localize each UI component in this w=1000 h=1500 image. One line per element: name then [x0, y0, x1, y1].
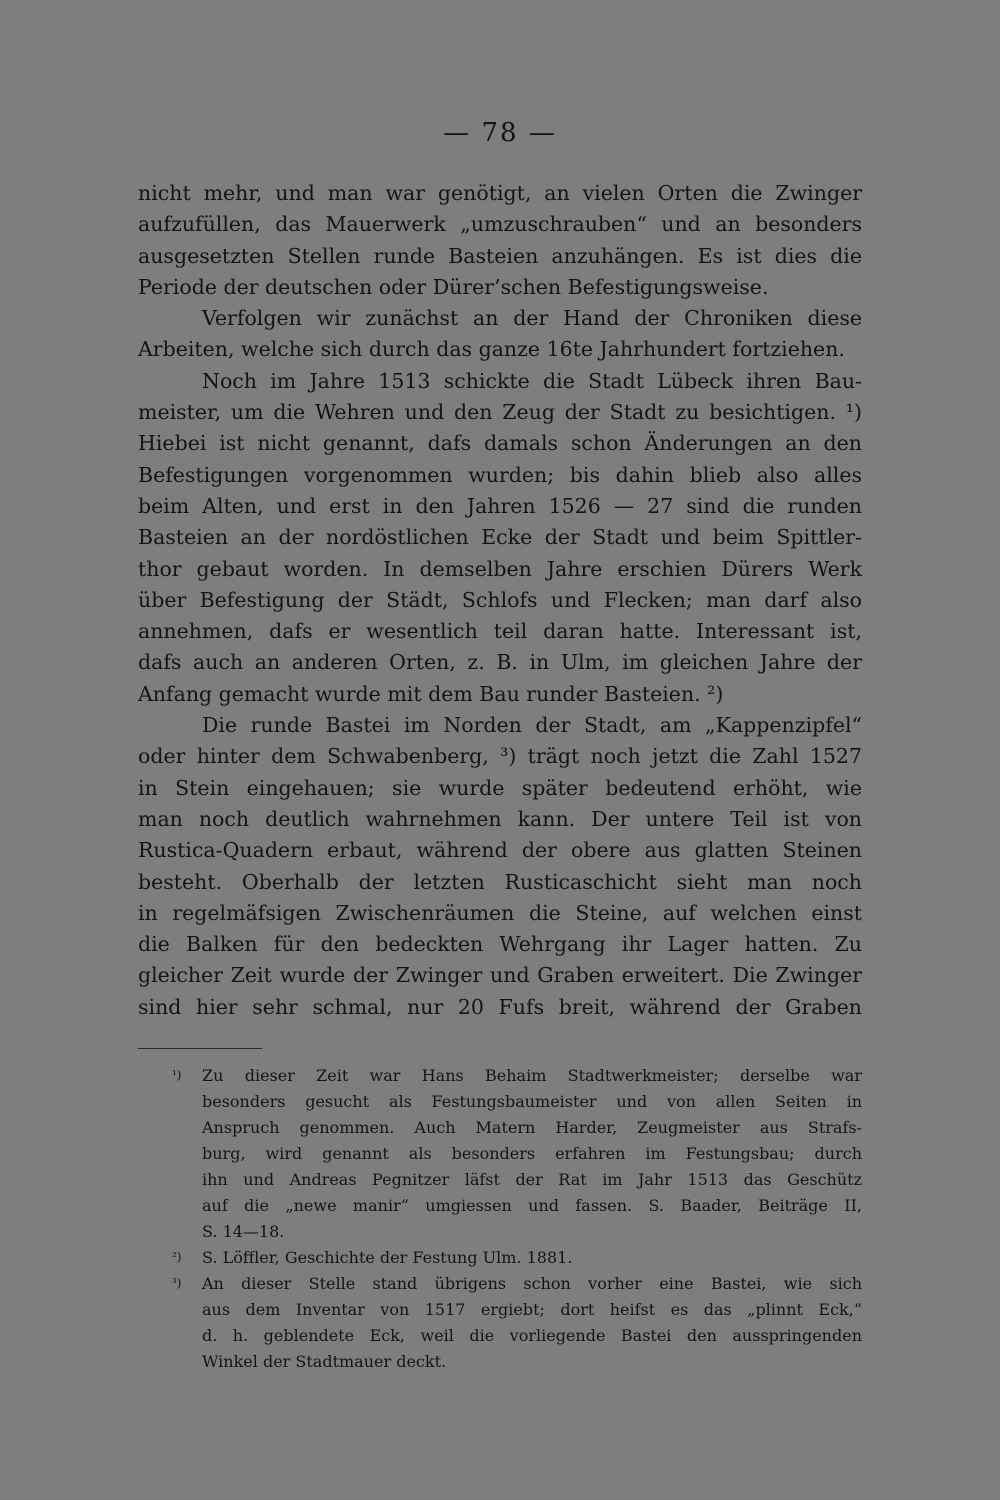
- footnote-line: Anspruch genommen. Auch Matern Harder, Zeugmeister aus Strafs-: [202, 1118, 862, 1137]
- footnotes: [172, 1063, 862, 1375]
- footnote-separator: [138, 1048, 262, 1049]
- footnote-1: [172, 1063, 862, 1245]
- text-line: besteht. Oberhalb der letzten Rusticaschicht sieht man noch: [138, 869, 862, 894]
- text-line: ausgesetzten Stellen runde Basteien anzuhängen. Es ist dies die: [138, 243, 862, 268]
- footnote-line: auf die „newe manir“ umgiessen und fassen. S. Baader, Beiträge II,: [202, 1196, 862, 1215]
- text-line: beim Alten, und erst in den Jahren 1526 — 27 sind die runden: [138, 493, 862, 518]
- text-line: Noch im Jahre 1513 schickte die Stadt Lübeck ihren Bau-: [202, 368, 862, 393]
- footnote-line: besonders gesucht als Festungsbaumeister und von allen Seiten in: [202, 1092, 862, 1111]
- footnote-line: Zu dieser Zeit war Hans Behaim Stadtwerkmeister; derselbe war: [202, 1066, 862, 1085]
- text-line: Befestigungen vorgenommen wurden; bis dahin blieb also alles: [138, 462, 862, 487]
- text-line: meister, um die Wehren und den Zeug der Stadt zu besichtigen. ¹): [138, 400, 862, 425]
- text-line: nicht mehr, und man war genötigt, an vielen Orten die Zwinger: [138, 181, 862, 205]
- text-line: Rustica-Quadern erbaut, während der obere aus glatten Steinen: [138, 838, 862, 863]
- text-line: gleicher Zeit wurde der Zwinger und Graben erweitert. Die Zwinger: [138, 963, 862, 988]
- text-line: annehmen, dafs er wesentlich teil daran hatte. Interessant ist,: [138, 619, 862, 644]
- text-line: Arbeiten, welche sich durch das ganze 16te Jahrhundert fortziehen.: [138, 337, 845, 362]
- text-line: Basteien an der nordöstlichen Ecke der Stadt und beim Spittler-: [138, 525, 862, 550]
- footnote-line: aus dem Inventar von 1517 ergiebt; dort heifst es das „plinnt Eck,“: [202, 1300, 862, 1319]
- text-line: Verfolgen wir zunächst an der Hand der Chroniken diese: [202, 306, 862, 331]
- text-line: oder hinter dem Schwabenberg, ³) trägt noch jetzt die Zahl 1527: [138, 744, 862, 769]
- main-text: [138, 178, 862, 1023]
- footnote-3: [172, 1271, 862, 1375]
- text-line: über Befestigung der Städt, Schlofs und Flecken; man darf also: [138, 587, 862, 612]
- footnote-line: burg, wird genannt als besonders erfahren im Festungsbau; durch: [202, 1144, 862, 1163]
- text-line: Die runde Bastei im Norden der Stadt, am „Kappenzipfel“: [202, 713, 862, 738]
- footnote-marker: ³): [172, 1276, 182, 1290]
- footnote-line: S. Löffler, Geschichte der Festung Ulm. 1881.: [202, 1248, 573, 1267]
- footnote-line: Winkel der Stadtmauer deckt.: [202, 1352, 447, 1371]
- text-line: thor gebaut worden. In demselben Jahre erschien Dürers Werk: [138, 556, 862, 581]
- page-number: — 78 —: [443, 118, 557, 148]
- text-line: Anfang gemacht wurde mit dem Bau runder Basteien. ²): [138, 681, 724, 706]
- footnote-marker: ²): [172, 1250, 182, 1264]
- text-line: in Stein eingehauen; sie wurde später bedeutend erhöht, wie: [138, 775, 862, 800]
- footnote-line: S. 14—18.: [202, 1222, 285, 1241]
- text-line: in regelmäfsigen Zwischenräumen die Steine, auf welchen einst: [138, 900, 862, 925]
- text-line: sind hier sehr schmal, nur 20 Fufs breit, während der Graben: [138, 994, 862, 1019]
- text-line: dafs auch an anderen Orten, z. B. in Ulm, im gleichen Jahre der: [138, 650, 862, 675]
- text-line: Periode der deutschen oder Dürer’schen Befestigungsweise.: [138, 274, 769, 299]
- text-line: die Balken für den bedeckten Wehrgang ihr Lager hatten. Zu: [138, 932, 862, 957]
- text-line: aufzufüllen, das Mauerwerk „umzuschrauben“ und an besonders: [138, 212, 862, 237]
- text-line: Hiebei ist nicht genannt, dafs damals schon Änderungen an den: [138, 431, 862, 456]
- footnote-2: [172, 1245, 862, 1271]
- footnote-line: An dieser Stelle stand übrigens schon vorher eine Bastei, wie sich: [202, 1274, 862, 1293]
- footnote-marker: ¹): [172, 1068, 182, 1082]
- footnote-line: d. h. geblendete Eck, weil die vorliegende Bastei den ausspringenden: [202, 1326, 862, 1345]
- footnote-line: ihn und Andreas Pegnitzer läfst der Rat im Jahr 1513 das Geschütz: [202, 1170, 862, 1189]
- text-line: man noch deutlich wahrnehmen kann. Der untere Teil ist von: [138, 806, 862, 831]
